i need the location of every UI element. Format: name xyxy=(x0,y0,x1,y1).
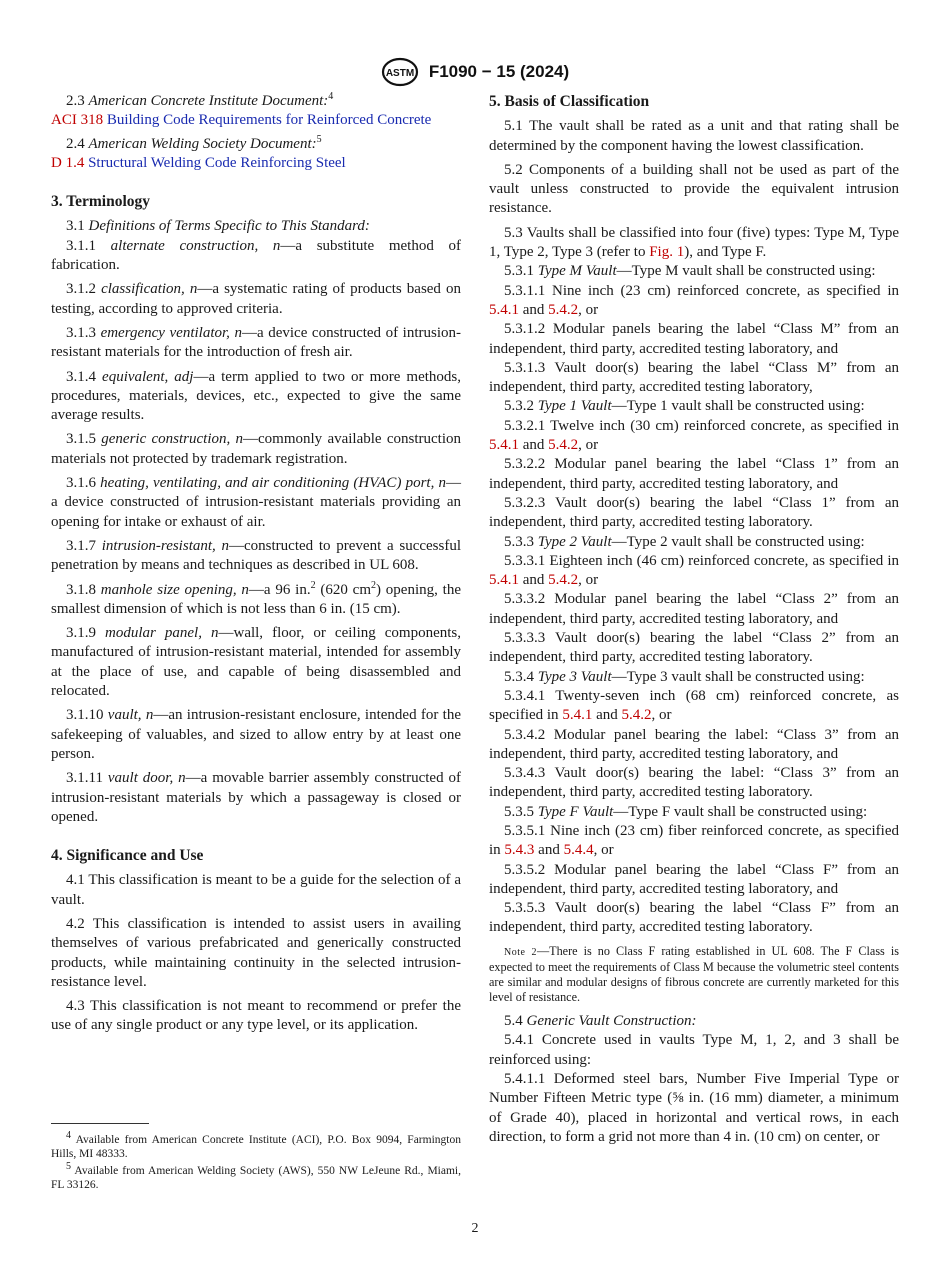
aws-reference[interactable]: D 1.4 Structural Welding Code Reinforcing Steel xyxy=(51,154,346,171)
section-3-1: 3.1 Definitions of Terms Specific to This Standard: xyxy=(66,218,370,235)
footnote-5: $^5$ Available from American Welding Society (AWS), 550 NW LeJeune Rd., Miami, FL 33126. xyxy=(51,1160,461,1192)
link-5-4-2[interactable]: 5.4.2 xyxy=(548,572,579,589)
section-5-3-5-1: 5.3.5.1 Nine inch (23 cm) fiber reinforced concrete, as specified in 5.4.3 and 5.4.4, or xyxy=(489,822,899,859)
link-5-4-3[interactable]: 5.4.3 xyxy=(504,842,535,859)
section-2-4: 2.4 American Welding Society Document:$^5$ xyxy=(66,133,322,152)
section-4-1: 4.1 This classification is meant to be a guide for the selection of a vault. xyxy=(51,872,461,908)
section-5-3-3-3: 5.3.3.3 Vault door(s) bearing the label “Class 2” from an independent, third party, accredited testing laboratory. xyxy=(489,630,899,666)
section-5-3-1-1: 5.3.1.1 Nine inch (23 cm) reinforced concrete, as specified in 5.4.1 and 5.4.2, or xyxy=(489,282,899,318)
link-5-4-1[interactable]: 5.4.1 xyxy=(489,437,519,454)
section-5-3-5-3: 5.3.5.3 Vault door(s) bearing the label “Class F” from an independent, third party, accredited testing laboratory. xyxy=(489,900,899,936)
page-header xyxy=(0,57,950,87)
section-5-3-2-2: 5.3.2.2 Modular panel bearing the label “Class 1” from an independent, third party, accredited testing laboratory, and xyxy=(489,456,899,492)
footnote-4: $^4$ Available from American Concrete Institute (ACI), P.O. Box 9094, Farmington Hills, MI 48333. xyxy=(51,1130,461,1161)
section-5-3-3-1: 5.3.3.1 Eighteen inch (46 cm) reinforced concrete, as specified in 5.4.1 and 5.4.2, or xyxy=(489,552,899,589)
term-3-1-9: 3.1.9 modular panel, n—wall, floor, or ceiling components, manufactured of intrusion-resistant material, intended for assembly at the place of use, and capable of being disassembled and relocated. xyxy=(51,625,461,700)
section-5-3-1-3: 5.3.1.3 Vault door(s) bearing the label “Class M” from an independent, third party, accredited testing laboratory, xyxy=(489,359,899,396)
section-5-heading: 5. Basis of Classification xyxy=(489,93,650,110)
term-3-1-8: 3.1.8 manhole size opening, n—a 96 in.$^2$ (620 $cm^2$) opening, the smallest dimension of which is not less than 6 in. (15 cm). xyxy=(51,579,462,617)
term-3-1-7: 3.1.7 intrusion-resistant, n—constructed to prevent a successful penetration by means and techniques as described in UL 608. xyxy=(51,537,461,574)
link-5-4-1[interactable]: 5.4.1 xyxy=(562,707,593,724)
section-4-heading: 4. Significance and Use xyxy=(51,847,204,865)
astm-logo-icon xyxy=(381,57,419,87)
note-2: Note 2—There is no Class F rating established in UL 608. The F Class is expected to meet the requirements of Class M because the volumetric steel contents are similar and modular designs of fibrous concrete are currently marketed for this level of resistance. xyxy=(489,943,899,1004)
section-5-3-3: 5.3.3 Type 2 Vault—Type 2 vault shall be constructed using: xyxy=(504,533,865,550)
link-5-4-2[interactable]: 5.4.2 xyxy=(548,301,579,318)
right-column xyxy=(489,92,899,1147)
section-5-4: 5.4 Generic Vault Construction: xyxy=(504,1013,697,1030)
link-5-4-4[interactable]: 5.4.4 xyxy=(563,842,594,859)
section-5-1: 5.1 The vault shall be rated as a unit and that rating shall be determined by the component having the lowest classification. xyxy=(489,118,899,154)
section-5-3-2: 5.3.2 Type 1 Vault—Type 1 vault shall be constructed using: xyxy=(504,398,865,415)
link-5-4-1[interactable]: 5.4.1 xyxy=(489,572,519,589)
link-5-4-1[interactable]: 5.4.1 xyxy=(489,301,519,318)
fig-1-link[interactable]: Fig. 1 xyxy=(649,244,685,261)
document-id: F1090 − 15 (2024) xyxy=(428,62,570,81)
term-3-1-4: 3.1.4 equivalent, adj—a term applied to two or more methods, procedures, materials, devices, etc., expected to give the same average results. xyxy=(51,368,461,424)
svg-text:ASTM: ASTM xyxy=(385,68,414,79)
footnote-divider xyxy=(51,1123,149,1124)
section-5-4-1: 5.4.1 Concrete used in vaults Type M, 1, 2, and 3 shall be reinforced using: xyxy=(489,1032,899,1068)
term-3-1-1: 3.1.1 alternate construction, n—a substitute method of fabrication. xyxy=(51,237,461,274)
term-3-1-3: 3.1.3 emergency ventilator, n—a device constructed of intrusion-resistant materials for the introduction of fresh air. xyxy=(51,324,462,361)
section-5-3-2-3: 5.3.2.3 Vault door(s) bearing the label “Class 1” from an independent, third party, accredited testing laboratory. xyxy=(489,494,899,531)
section-5-3-4-1: 5.3.4.1 Twenty-seven inch (68 cm) reinforced concrete, as specified in 5.4.1 and 5.4.2, or xyxy=(489,687,899,724)
section-5-3-2-1: 5.3.2.1 Twelve inch (30 cm) reinforced concrete, as specified in 5.4.1 and 5.4.2, or xyxy=(489,417,899,454)
term-3-1-2: 3.1.2 classification, n—a systematic rating of products based on testing, according to approved criteria. xyxy=(51,281,461,317)
term-3-1-5: 3.1.5 generic construction, n—commonly available construction materials not protected by trademark registration. xyxy=(51,431,461,467)
term-3-1-6: 3.1.6 heating, ventilating, and air conditioning (HVAC) port, n—a device constructed of intrusion-resistant materials providing an opening for intake or exhaust of air. xyxy=(51,475,461,530)
section-5-3-3-2: 5.3.3.2 Modular panel bearing the label “Class 2” from an independent, third party, accredited testing laboratory, and xyxy=(489,591,899,627)
page-number: 2 xyxy=(471,1221,479,1236)
section-5-2: 5.2 Components of a building shall not be used as part of the vault unless constructed to provide the equivalent intrusion resistance. xyxy=(489,161,899,217)
section-4-3: 4.3 This classification is not meant to recommend or prefer the use of any single product or any type level, or its application. xyxy=(51,998,461,1034)
left-column xyxy=(51,92,461,1041)
section-5-3-1-2: 5.3.1.2 Modular panels bearing the label “Class M” from an independent, third party, accredited testing laboratory, and xyxy=(489,321,899,357)
section-3-heading: 3. Terminology xyxy=(51,193,151,211)
section-5-3-1: 5.3.1 Type M Vault—Type M vault shall be constructed using: xyxy=(504,263,876,280)
term-3-1-10: 3.1.10 vault, n—an intrusion-resistant enclosure, intended for the safekeeping of valuables, and sized to allow entry by at least one person. xyxy=(51,707,461,762)
aci-reference[interactable]: ACI 318 Building Code Requirements for Reinforced Concrete xyxy=(51,112,432,129)
footnotes xyxy=(51,1130,461,1195)
section-5-3-4: 5.3.4 Type 3 Vault—Type 3 vault shall be constructed using: xyxy=(504,668,865,685)
section-5-3-4-2: 5.3.4.2 Modular panel bearing the label: “Class 3” from an independent, third party, accredited testing laboratory, and xyxy=(489,726,899,762)
section-5-3: 5.3 Vaults shall be classified into four (five) types: Type M, Type 1, Type 2, Type 3 (refer to Fig. 1), and Type F. xyxy=(489,224,899,261)
section-5-3-4-3: 5.3.4.3 Vault door(s) bearing the label: “Class 3” from an independent, third party, accredited testing laboratory. xyxy=(489,765,899,801)
section-4-2: 4.2 This classification is intended to assist users in availing themselves of various prefabricated and generically constructed products, while maintaining continuity in the selected intrusion-resistance level. xyxy=(51,915,461,990)
link-5-4-2[interactable]: 5.4.2 xyxy=(621,707,652,724)
section-5-4-1-1: 5.4.1.1 Deformed steel bars, Number Five Imperial Type or Number Fifteen Metric type (⅝ in. (16 mm) diameter, a minimum of Grade 40), placed in horizontal and vertical rows, in each direction, to form a grid not more than 4 in. (10 cm) on center, or xyxy=(489,1071,899,1145)
section-5-3-5: 5.3.5 Type F Vault—Type F vault shall be constructed using: xyxy=(504,803,868,820)
section-5-3-5-2: 5.3.5.2 Modular panel bearing the label “Class F” from an independent, third party, accredited testing laboratory, and xyxy=(489,861,899,897)
section-2-3: 2.3 American Concrete Institute Document:$^4$ xyxy=(66,91,334,109)
term-3-1-11: 3.1.11 vault door, n—a movable barrier assembly constructed of intrusion-resistant materials by which a passageway is closed or opened. xyxy=(51,770,461,825)
link-5-4-2[interactable]: 5.4.2 xyxy=(548,437,579,454)
